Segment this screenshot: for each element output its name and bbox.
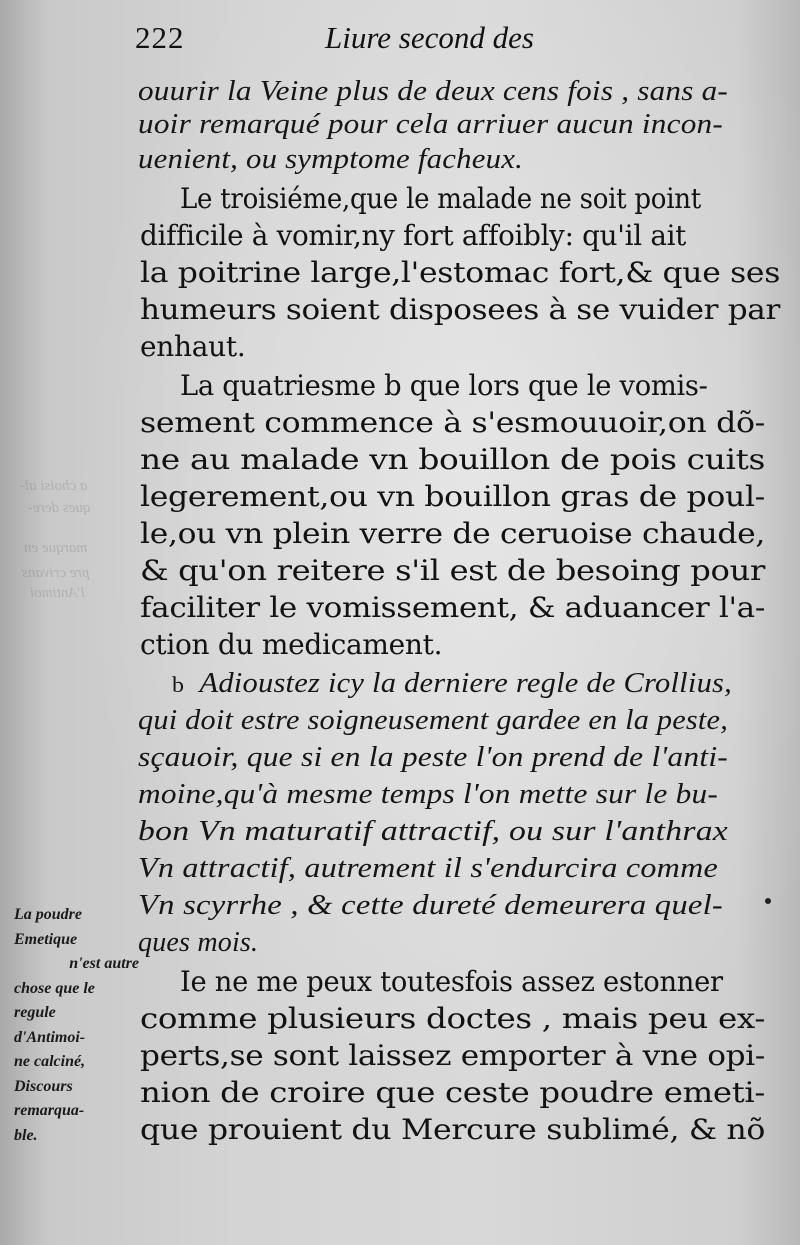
- margin-note-line: Emetique: [14, 930, 78, 948]
- text-line-content: sement commence à s'esmouuoir,on dõ-: [140, 406, 765, 439]
- text-line-content: humeurs soient disposees à se vuider par: [140, 293, 780, 326]
- text-line-content: nion de croire que ceste poudre emeti-: [140, 1076, 765, 1109]
- text-line-content: qui doit estre soigneusement gardee en la peste,: [138, 705, 728, 736]
- text-line: [140, 1076, 765, 1109]
- text-line: [140, 517, 765, 550]
- text-line-content: enhaut.: [140, 330, 246, 363]
- text-line: [138, 111, 723, 139]
- text-line-content: sçauoir, que si en la peste l'on prend de l'anti-: [138, 742, 728, 773]
- bleed-through-text: marque en: [24, 540, 88, 556]
- margin-note-line: remarqua-: [14, 1102, 85, 1119]
- footnote-marker: b: [172, 672, 185, 697]
- text-line-content: que prouient du Mercure sublimé, & nõ: [140, 1113, 765, 1146]
- text-line-content: uoir remarqué pour cela arriuer aucun incon-: [138, 109, 723, 140]
- text-line: [138, 855, 718, 883]
- text-line: [138, 892, 723, 920]
- text-line-content: ne au malade vn bouillon de pois cuits: [140, 443, 765, 476]
- margin-note-line: ne calciné,: [14, 1053, 86, 1070]
- margin-note-line: ble.: [14, 1126, 38, 1144]
- text-line: [180, 182, 702, 215]
- text-line: [140, 219, 687, 252]
- text-line: [172, 670, 732, 698]
- text-line: [140, 628, 443, 661]
- text-line-content: moine,qu'à mesme temps l'on mette sur le bu-: [138, 779, 718, 810]
- text-line: [140, 293, 780, 326]
- text-line-content: faciliter le vomissement, & aduancer l'a-: [140, 591, 765, 624]
- text-line-content: bon Vn maturatif attractif, ou sur l'anthrax: [138, 816, 728, 847]
- margin-note-line: regule: [14, 1004, 56, 1021]
- text-line-content: comme plusieurs doctes , mais peu ex-: [140, 1002, 765, 1035]
- text-line-content: & qu'on reitere s'il est de besoing pour: [140, 554, 765, 587]
- text-line: [138, 929, 258, 957]
- margin-note-line: chose que le: [14, 979, 95, 997]
- text-line-content: uenient, ou symptome facheux.: [138, 144, 523, 175]
- text-line: [140, 1039, 765, 1072]
- text-line: [138, 818, 728, 846]
- text-line-content: ouurir la Veine plus de deux cens fois , sans a-: [138, 76, 728, 107]
- text-line-content: Vn scyrrhe , & cette dureté demeurera quel-: [138, 890, 723, 921]
- text-line-content: le,ou vn plein verre de ceruoise chaude,: [140, 517, 765, 550]
- text-line: [180, 965, 723, 998]
- text-line: [138, 78, 728, 106]
- page-number: 222: [135, 20, 185, 55]
- bleed-through-text: ques dere-: [28, 500, 91, 516]
- text-line: [140, 1002, 765, 1035]
- text-line-content: ction du medicament.: [140, 628, 443, 661]
- text-line: [140, 330, 246, 363]
- text-line-content: Ie ne me peux toutesfois assez estonner: [180, 965, 723, 998]
- running-title: Liure second des: [325, 20, 534, 55]
- text-line: [140, 554, 765, 587]
- text-line: [140, 1113, 765, 1146]
- text-line-content: perts,se sont laissez emporter à vne opi-: [140, 1039, 765, 1072]
- text-line: [140, 443, 765, 476]
- text-line: [140, 256, 780, 289]
- text-line-content: Le troisiéme,que le malade ne soit point: [180, 182, 702, 215]
- text-line-content: Vn attractif, autrement il s'endurcira comme: [138, 853, 718, 884]
- text-line: [138, 781, 718, 809]
- text-line: [138, 744, 728, 772]
- bleed-through-text: a choisi al-: [20, 478, 88, 494]
- bleed-through-text: l'Antimoi: [30, 585, 85, 601]
- text-line: [180, 369, 708, 402]
- text-line: [140, 406, 765, 439]
- text-line: [138, 707, 728, 735]
- text-line-content: la poitrine large,l'estomac fort,& que ses: [140, 256, 780, 289]
- ink-speck: [765, 898, 771, 904]
- text-line-content: legerement,ou vn bouillon gras de poul-: [140, 480, 765, 513]
- page-header: [135, 20, 534, 56]
- margin-note: [14, 903, 139, 1148]
- text-line-content: difficile à vomir,ny fort affoibly: qu'il ait: [140, 219, 687, 252]
- margin-note-line: d'Antimoi-: [14, 1028, 86, 1046]
- text-line: [140, 480, 765, 513]
- text-line: [140, 591, 765, 624]
- margin-note-line: Discours: [14, 1077, 73, 1095]
- bleed-through-text: pre crivans: [22, 565, 90, 581]
- text-line-content: La quatriesme b que lors que le vomis-: [180, 369, 708, 402]
- margin-note-line: n'est autre: [69, 955, 139, 972]
- text-line: [138, 146, 523, 174]
- margin-note-line: La poudre: [14, 906, 82, 923]
- text-line-content: Adioustez icy la derniere regle de Crollius,: [199, 668, 732, 699]
- text-line-content: ques mois.: [138, 927, 259, 958]
